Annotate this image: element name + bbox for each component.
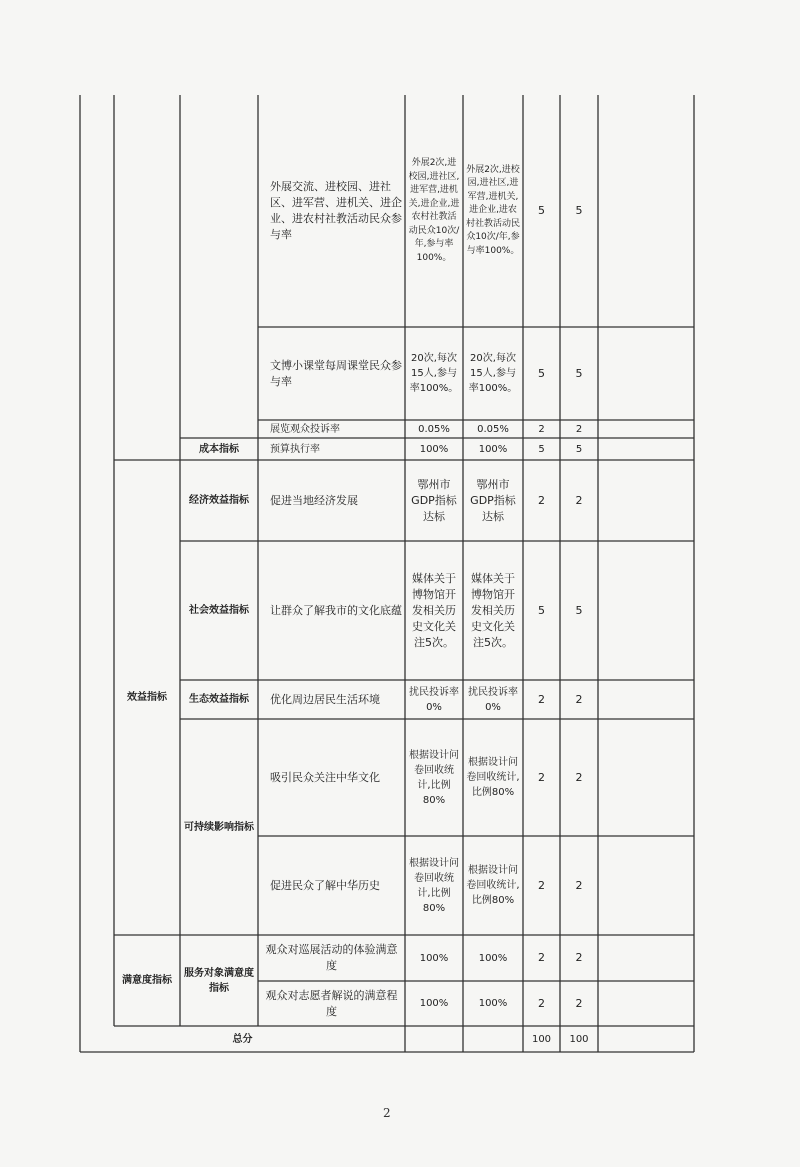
indicator-l3-text: 展览观众投诉率 [270,423,340,435]
total-weight-cell [523,1026,560,1052]
indicator-l3-text: 观众对志愿者解说的满意程度 [265,988,398,1018]
actual-value-text: 100% [478,998,508,1009]
actual-value-cell [463,420,523,438]
score-cell [560,541,598,680]
weight-text: 5 [538,443,545,455]
score-text: 5 [575,204,583,217]
indicator-l2-text: 生态效益指标 [189,694,249,705]
score-text: 2 [575,951,583,964]
actual-value-text: 外展2次,进校园,进社区,进军营,进机关,进企业,进农村社教活动民众10次/年,参与率100%。 [466,164,521,256]
target-value-cell [405,935,463,981]
score-text: 2 [575,423,583,435]
actual-value-cell [463,460,523,541]
service-satisfaction-l2-text: 服务对象满意度指标 [184,967,254,994]
indicator-l3-text: 观众对巡展活动的体验满意度 [265,943,398,972]
target-value-cell [405,420,463,438]
weight-text: 2 [538,770,545,784]
weight-text: 2 [538,878,545,892]
target-value-cell [405,541,463,680]
satisfaction-indicator-l1-text: 满意度指标 [122,975,172,986]
weight-text: 2 [538,423,545,435]
score-text: 2 [575,878,583,892]
actual-value-text: 100% [478,952,508,964]
indicator-l2-text: 成本指标 [199,443,239,455]
score-cell [560,95,598,327]
indicator-l3-cell [258,719,405,836]
actual-value-cell [463,95,523,327]
weight-cell [523,420,560,438]
sustainability-indicator-l2-text: 可持续影响指标 [184,821,254,833]
score-cell [560,420,598,438]
target-value-cell [405,95,463,327]
actual-value-cell [463,719,523,836]
target-value-cell [405,719,463,836]
indicator-l3-cell [258,95,405,327]
indicator-l2-text: 经济效益指标 [189,495,249,506]
indicator-l3-cell [258,327,405,420]
target-value-cell [405,981,463,1026]
actual-value-cell [463,680,523,719]
indicator-l3-text: 让群众了解我市的文化底蕴 [270,603,402,617]
target-value-text: 0.05% [418,423,450,435]
target-value-text: 扰民投诉率0% [409,686,459,713]
actual-value-cell [463,541,523,680]
actual-value-cell [463,438,523,460]
weight-cell [523,836,560,935]
target-value-text: 100% [419,952,449,964]
indicator-l3-cell [258,420,405,438]
sustainability-indicator-l2-cell [180,719,258,935]
service-satisfaction-l2-cell [180,935,258,1026]
weight-cell [523,719,560,836]
weight-text: 5 [538,603,545,617]
indicator-l2-cell [180,438,258,460]
page-number: 2 [383,1106,391,1120]
target-value-text: 根据设计问卷回收统计,比例80% [409,857,459,914]
weight-cell [523,680,560,719]
target-value-text: 100% [419,998,449,1009]
weight-cell [523,460,560,541]
effect-indicator-l1-cell [114,460,180,935]
weight-text: 2 [538,493,545,507]
score-text: 5 [575,366,583,380]
total-score-text: 100 [569,1033,589,1045]
target-value-text: 媒体关于博物馆开发相关历史文化关注5次。 [412,571,456,649]
score-text: 2 [575,996,583,1010]
indicator-l2-cell [180,460,258,541]
indicator-l3-text: 促进当地经济发展 [270,493,358,507]
score-text: 2 [575,493,583,507]
weight-text: 2 [538,692,545,706]
weight-text: 2 [538,951,545,964]
score-text: 2 [575,692,583,706]
score-cell [560,935,598,981]
target-value-cell [405,327,463,420]
indicator-l2-cell [180,541,258,680]
indicator-l3-text: 文博小课堂每周课堂民众参与率 [270,358,402,388]
effect-indicator-l1-text: 效益指标 [127,692,167,703]
weight-cell [523,981,560,1026]
weight-text: 5 [538,366,545,380]
score-cell [560,438,598,460]
indicator-l3-cell [258,935,405,981]
indicator-l3-cell [258,836,405,935]
score-cell [560,719,598,836]
target-value-cell [405,460,463,541]
score-cell [560,981,598,1026]
indicator-l3-text: 外展交流、进校园、进社区、进军营、进机关、进企业、进农村社教活动民众参与率 [270,180,402,241]
indicator-l3-cell [258,680,405,719]
target-value-text: 20次,每次15人,参与率100%。 [409,353,459,394]
satisfaction-indicator-l1-cell [114,935,180,1026]
score-cell [560,327,598,420]
actual-value-text: 根据设计问卷回收统计,比例80% [466,865,520,906]
target-value-cell [405,836,463,935]
indicator-l3-text: 吸引民众关注中华文化 [270,770,380,784]
total-label-cell [80,1026,405,1052]
score-cell [560,680,598,719]
indicator-l3-cell [258,460,405,541]
actual-value-cell [463,981,523,1026]
actual-value-text: 根据设计问卷回收统计,比例80% [466,757,520,798]
target-value-cell [405,438,463,460]
indicator-l2-cell [180,680,258,719]
indicator-l2-text: 社会效益指标 [189,605,249,616]
weight-cell [523,95,560,327]
target-value-text: 100% [419,443,449,455]
target-value-text: 根据设计问卷回收统计,比例80% [409,749,459,806]
total-label-text: 总分 [232,1033,253,1045]
score-text: 5 [575,603,583,617]
score-text: 2 [575,770,583,784]
weight-text: 5 [538,204,545,217]
indicator-l3-cell [258,541,405,680]
indicator-l3-cell [258,438,405,460]
target-value-text: 外展2次,进校园,进社区,进军营,进机关,进企业,进农村社教活动民众10次/年,参与率100%。 [408,158,460,263]
weight-cell [523,935,560,981]
weight-cell [523,438,560,460]
weight-cell [523,327,560,420]
weight-text: 2 [538,996,545,1010]
actual-value-cell [463,327,523,420]
indicator-l3-text: 促进民众了解中华历史 [270,878,380,892]
indicator-l3-text: 优化周边居民生活环境 [270,692,380,706]
weight-cell [523,541,560,680]
score-cell [560,460,598,541]
actual-value-cell [463,935,523,981]
indicator-l3-cell [258,981,405,1026]
target-value-text: 鄂州市GDP指标达标 [411,477,457,523]
total-score-cell [560,1026,598,1052]
score-cell [560,836,598,935]
actual-value-cell [463,836,523,935]
actual-value-text: 鄂州市GDP指标达标 [470,477,516,523]
actual-value-text: 0.05% [477,423,509,435]
total-weight-text: 100 [531,1033,552,1045]
actual-value-text: 媒体关于博物馆开发相关历史文化关注5次。 [471,571,515,649]
target-value-cell [405,680,463,719]
actual-value-text: 扰民投诉率0% [468,686,518,713]
score-text: 5 [575,443,583,455]
actual-value-text: 20次,每次15人,参与率100%。 [468,353,518,394]
indicator-l3-text: 预算执行率 [270,443,320,455]
actual-value-text: 100% [478,443,508,455]
